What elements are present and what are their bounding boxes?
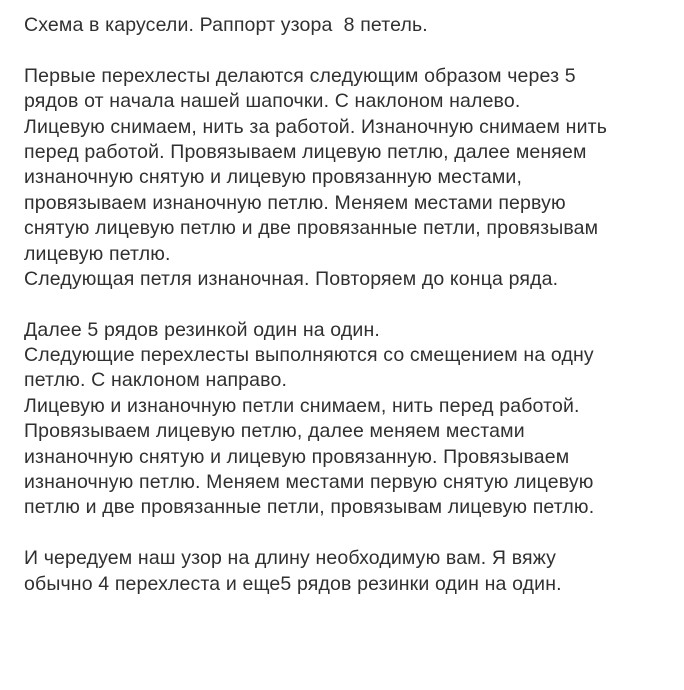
text-line: петлю и две провязанные петли, провязывам лицевую петлю. bbox=[24, 496, 595, 519]
paragraph-first-crossings bbox=[24, 64, 674, 293]
text-line: Схема в карусели. Раппорт узора 8 петель. bbox=[24, 14, 428, 36]
text-line: Лицевую и изнаночную петли снимаем, нить перед работой. bbox=[24, 394, 580, 417]
text-line: рядов от начала нашей шапочки. С наклоном налево. bbox=[24, 90, 521, 113]
paragraph-closing bbox=[24, 546, 674, 597]
text-line: изнаночную петлю. Меняем местами первую снятую лицевую bbox=[24, 471, 594, 494]
text-line: снятую лицевую петлю и две провязанные петли, провязывам bbox=[24, 217, 599, 240]
text-line: лицевую петлю. bbox=[24, 242, 171, 265]
paragraph-spacer bbox=[24, 521, 674, 546]
text-line: изнаночную снятую и лицевую провязанную. Провязываем bbox=[24, 445, 570, 468]
text-line: обычно 4 перехлеста и еще5 рядов резинки один на один. bbox=[24, 572, 562, 595]
text-line: Провязываем лицевую петлю, далее меняем местами bbox=[24, 420, 525, 443]
text-line: Следующие перехлесты выполняются со смещением на одну bbox=[24, 344, 594, 367]
text-line: Далее 5 рядов резинкой один на один. bbox=[24, 318, 380, 341]
text-line: Лицевую снимаем, нить за работой. Изнаночную снимаем нить bbox=[24, 115, 607, 138]
text-line: Первые перехлесты делаются следующим образом через 5 bbox=[24, 64, 576, 87]
paragraph-spacer bbox=[24, 38, 674, 63]
text-line: перед работой. Провязываем лицевую петлю, далее меняем bbox=[24, 140, 587, 163]
text-line: провязываем изнаночную петлю. Меняем местами первую bbox=[24, 191, 566, 214]
paragraph-next-crossings bbox=[24, 318, 674, 521]
text-line: изнаночную снятую и лицевую провязанную местами, bbox=[24, 166, 523, 189]
text-line: Следующая петля изнаночная. Повторяем до конца ряда. bbox=[24, 267, 559, 290]
paragraph-spacer bbox=[24, 292, 674, 317]
post-text bbox=[24, 13, 674, 597]
text-line: петлю. С наклоном направо. bbox=[24, 369, 288, 392]
paragraph-schema bbox=[24, 13, 674, 38]
text-line: И чередуем наш узор на длину необходимую вам. Я вяжу bbox=[24, 547, 557, 570]
